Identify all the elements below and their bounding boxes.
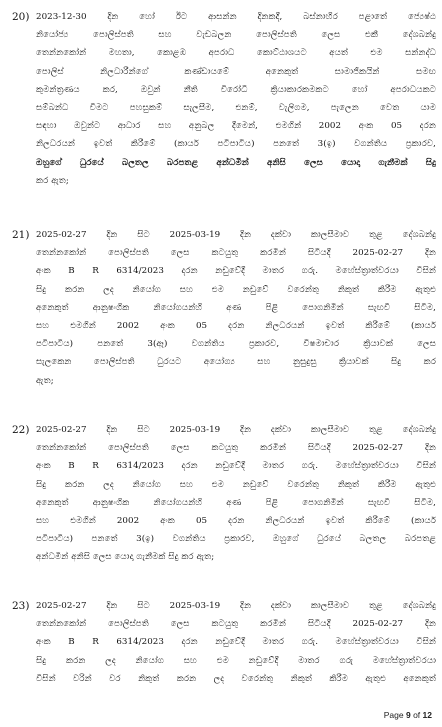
clause-line: සිදු කරන ලද නියෝග සහ එම නඩුවේ වරෙන්තු නිකුත් කිරීම ඇතුළු [36, 284, 436, 295]
clause-line: තෙන්නකෝන් පොලිස්පති ලෙස කටයුතු කරමින් සිටියදී 2025-02-27 දින [36, 443, 436, 454]
clause-body [36, 8, 436, 190]
clause-line: සහ එමගින් 2002 අංක 05 දරන නිලධරයන් ඉවත් කිරීමේ (කාර්ය [36, 516, 436, 527]
page-current: 9 [405, 710, 411, 720]
clause-number: 23) [12, 600, 30, 612]
clause-line: 2025-02-27 දින සිට 2025-03-19 දින දක්වා කාලසීමාව තුළ දේශබන්දු [36, 601, 436, 611]
clause-line: කර ඇත; [36, 175, 69, 186]
clause-line: අංක B R 6314/2023 දරන නඩුවේදී මාතර ගරු. මහේස්ත්‍රාත්වරයා විසින් [36, 461, 436, 472]
clause-body [36, 421, 436, 567]
clause-line: කුමන්ත්‍රණය කර, ඔවුන් නීති විරෝධී ක්‍රියාකාරකමකට හෝ අපරාධයකට [36, 84, 436, 95]
clause-23 [12, 597, 436, 688]
clause-line: නියෝජ්‍ය පොලිස්පති සහ වැඩබලන පොලිස්පති ලෙස එකී දේශබන්දු [36, 30, 436, 41]
clause-line: පොලිස් නිලධාරීන්ගේ කණ්ඩායමේ අනෙකුත් සාමාජිකයින් සමඟ [36, 66, 436, 77]
clause-line: සඳහා ඔවුන්ට ආධාර සහ අනුබල දීමෙන්, එමගින් 2002 අංක 05 දරන [36, 121, 436, 132]
clause-number: 21) [12, 229, 30, 241]
clause-22 [12, 421, 436, 567]
clause-body [36, 226, 436, 390]
clause-line: පටිපාටිය) පනතේ 3(ඉ) වගන්තිය ප්‍රකාරව, ඔහුගේ ධුරයේ බලතල බරපතළ [36, 534, 436, 545]
clause-line: තෙන්නකෝන් මහතා, කොළඹ අපරාධ කොට්ඨාශයට අයත් එම සන්නද්ධ [36, 48, 436, 59]
clause-line-bold: ඔහුගේ ධුරයේ බලතල බරපතළ අන්ධමින් අනිසි ලෙස යොදා ගැනීමක් සිදු [36, 157, 436, 168]
clause-line: අනෙකුත් ආනුෂංගික නියෝගයන්හි අණ පිළි පොගනිමින් සැඟවී සිටීම, [36, 302, 436, 313]
clause-line: සිදු කරන ලද නියෝග සහ එම නඩුවේදී මාතර ගරු මහේස්ත්‍රාත්වරයා [36, 655, 436, 666]
clause-line: තෙන්නකෝන් පොලිස්පති ලෙස කටයුතු කරමින් සිටියදී 2025-02-27 දින [36, 248, 436, 259]
clause-line: පටිපාටිය) පනතේ 3(ඈ) වගන්තිය ප්‍රකාරව, විෂමාචාර ක්‍රියාවක් ලෙස [36, 339, 436, 350]
clause-line: සහ එමගින් 2002 අංක 05 දරන නිලධරයන් ඉවත් කිරීමේ (කාර්ය [36, 321, 436, 332]
clause-line: සැලකෙන පොලිස්පති ධුරයට අයෝග්‍ය සහ නුසුදුසු ක්‍රියාවක් සිදු කර [36, 357, 436, 368]
of-word: of [413, 710, 421, 720]
clause-line: තෙන්නකෝන් පොලිස්පති ලෙස කටයුතු කරමින් සිටියදී 2025-02-27 දින [36, 619, 436, 630]
page-total: 12 [422, 710, 432, 720]
clause-line: 2023-12-30 දින හෝ ඊට ආසන්න දිනකදී, බස්නාහිර පළාතේ ජ්‍යෙෂ්ඨ [36, 12, 436, 22]
clause-20 [12, 8, 436, 190]
clause-line: 2025-02-27 දින සිට 2025-03-19 දින දක්වා කාලසීමාව තුළ දේශබන්දු [36, 425, 436, 435]
clause-number: 20) [12, 11, 30, 23]
clause-line: සිදු කරන ලද නියෝග සහ එම නඩුවේ වරෙන්තු නිකුත් කිරීම ඇතුළු [36, 479, 436, 490]
clause-line: 2025-02-27 දින සිට 2025-03-19 දින දක්වා කාලසීමාව තුළ දේශබන්දු [36, 230, 436, 240]
page-footer [384, 710, 432, 720]
clause-line: අනෙකුත් ආනුෂංගික නියෝගයන්හි අණ පිළි පොගනිමින් සැඟවී සිටීම, [36, 497, 436, 508]
clause-line: සම්බන්ධ වීමට පහසුකම් සැලසීම, එනම්, වැලිගම, පැලෙන වෙත යාම [36, 103, 436, 114]
clause-line: විසින් වරින් වර නිකුත් කරන ලද වරෙන්තු නිකුත් කිරීම ඇතුළු අනෙකුත් [36, 673, 436, 684]
clause-line: අංක B R 6314/2023 දරන නඩුවේදී මාතර ගරු. මහේස්ත්‍රාත්වරයා විසින් [36, 266, 436, 277]
page-word: Page [383, 710, 404, 720]
clause-line: නිලධරයන් ඉවත් කිරීමේ (කාර්ය පටිපාටිය) පනතේ 3(ඉ) වගන්තිය ප්‍රකාරව, [36, 139, 436, 150]
clause-body [36, 597, 436, 688]
clause-line: ඇත; [36, 375, 54, 386]
clause-line: අන්ධමින් අනිසි ලෙස යොදා ගැනීමක් සිදු කර ඇත; [36, 552, 215, 563]
clause-line: අංක B R 6314/2023 දරන නඩුවේදී මාතර ගරු. මහේස්ත්‍රාත්වරයා විසින් [36, 637, 436, 648]
clause-number: 22) [12, 424, 30, 436]
clause-21 [12, 226, 436, 390]
